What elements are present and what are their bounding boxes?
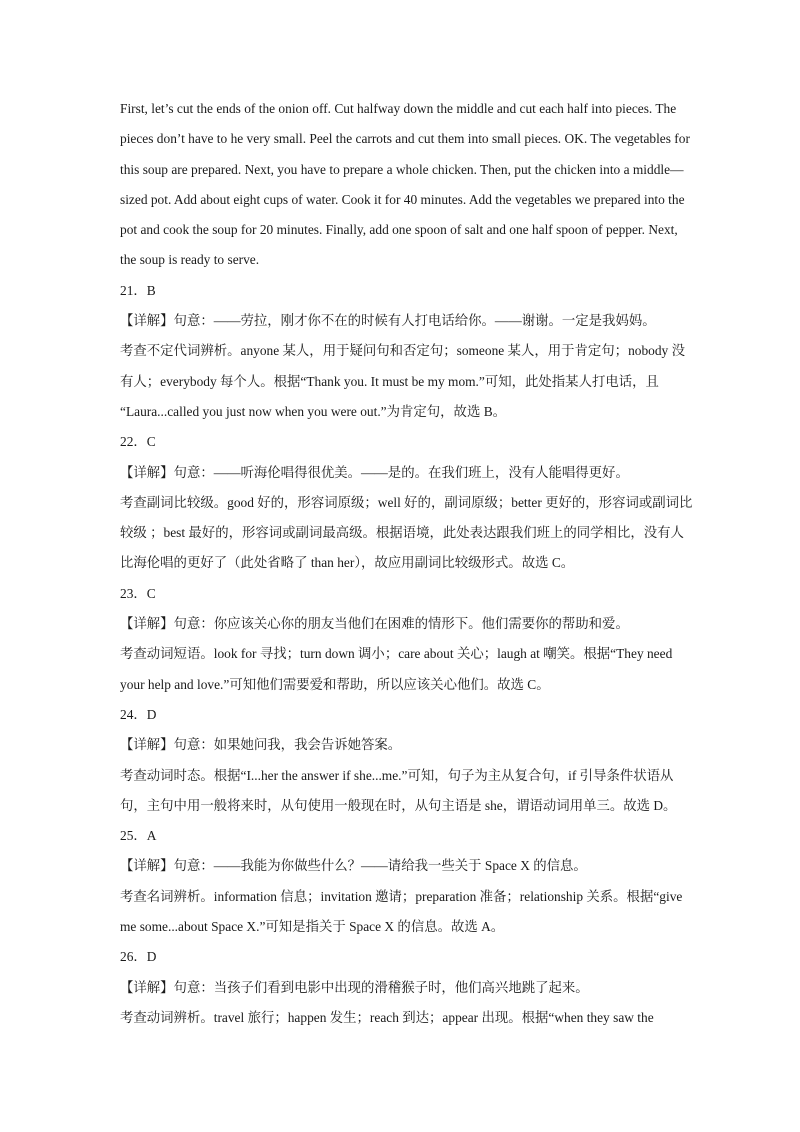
passage-line: pot and cook the soup for 20 minutes. Finally, add one spoon of salt and one half spoon of pepper. Next, (120, 222, 678, 238)
answer-26 (120, 942, 720, 1033)
explanation-line: 较级 ；best 最好的，形容词或副词最高级。根据语境，此处表达跟我们班上的同学相比，没有人 (120, 525, 684, 541)
explanation-line: your help and love.”可知他们需要爱和帮助，所以应该关心他们。故选 C。 (120, 676, 550, 692)
explanation-line: 【详解】句意：——听海伦唱得很优美。——是的。在我们班上，没有人能唱得更好。 (120, 464, 629, 480)
explanation-line: 句，主句中用一般将来时，从句使用一般现在时，从句主语是 she，谓语动词用单三。故选 D。 (120, 797, 677, 813)
explanation-line: 【详解】句意：如果她问我，我会告诉她答案。 (120, 737, 402, 753)
passage-line: pieces don’t have to he very small. Peel the carrots and cut them into small pieces. OK. The vegetables for (120, 131, 690, 147)
explanation-line: 考查不定代词辨析。anyone 某人，用于疑问句和否定句；someone 某人，用于肯定句；nobody 没 (120, 343, 685, 359)
explanation-line: 考查动词辨析。travel 旅行；happen 发生；reach 到达；appear 出现。根据“when they saw the (120, 1009, 654, 1025)
page-content (120, 94, 720, 1033)
answer-heading: 21．B (120, 282, 156, 298)
answer-heading: 26．D (120, 949, 157, 965)
explanation-line: me some...about Space X.”可知是指关于 Space X 的信息。故选 A。 (120, 919, 505, 935)
answer-25 (120, 821, 720, 942)
explanation-line: 考查动词时态。根据“I...her the answer if she...me.”可知，句子为主从复合句，if 引导条件状语从 (120, 767, 674, 783)
listening-passage (120, 94, 720, 276)
passage-line: First, let’s cut the ends of the onion off. Cut halfway down the middle and cut each half into pieces. The (120, 101, 677, 116)
explanation-line: 比海伦唱的更好了（此处省略了 than her），故应用副词比较级形式。故选 C。 (120, 555, 575, 571)
explanation-line: “Laura...called you just now when you were out.”为肯定句，故选 B。 (120, 403, 507, 419)
answer-heading: 22．C (120, 434, 156, 450)
answer-22 (120, 427, 720, 578)
explanation-line: 【详解】句意：你应该关心你的朋友当他们在困难的情形下。他们需要你的帮助和爱。 (120, 616, 629, 632)
answer-heading: 24．D (120, 706, 157, 722)
answer-heading: 23．C (120, 585, 156, 601)
answer-24 (120, 700, 720, 821)
passage-line: this soup are prepared. Next, you have to prepare a whole chicken. Then, put the chicken into a middle— (120, 161, 684, 177)
explanation-line: 【详解】句意：当孩子们看到电影中出现的滑稽猴子时，他们高兴地跳了起来。 (120, 979, 589, 995)
explanation-line: 【详解】句意：——劳拉，刚才你不在的时候有人打电话给你。——谢谢。一定是我妈妈。 (120, 313, 656, 329)
passage-line: sized pot. Add about eight cups of water. Cook it for 40 minutes. Add the vegetables we prepared into the (120, 191, 685, 207)
explanation-line: 考查名词辨析。information 信息；invitation 邀请；preparation 准备；relationship 关系。根据“give (120, 888, 683, 904)
explanation-line: 考查动词短语。look for 寻找；turn down 调小；care about 关心；laugh at 嘲笑。根据“They need (120, 646, 673, 662)
answer-21 (120, 276, 720, 427)
answer-23 (120, 579, 720, 700)
explanation-line: 考查副词比较级。good 好的，形容词原级；well 好的，副词原级；better 更好的，形容词或副词比 (120, 494, 693, 510)
explanation-line: 【详解】句意：——我能为你做些什么？——请给我一些关于 Space X 的信息。 (120, 858, 587, 874)
answer-heading: 25．A (120, 828, 157, 844)
passage-line: the soup is ready to serve. (120, 252, 260, 268)
explanation-line: 有人；everybody 每个人。根据“Thank you. It must be my mom.”可知，此处指某人打电话，且 (120, 373, 659, 389)
